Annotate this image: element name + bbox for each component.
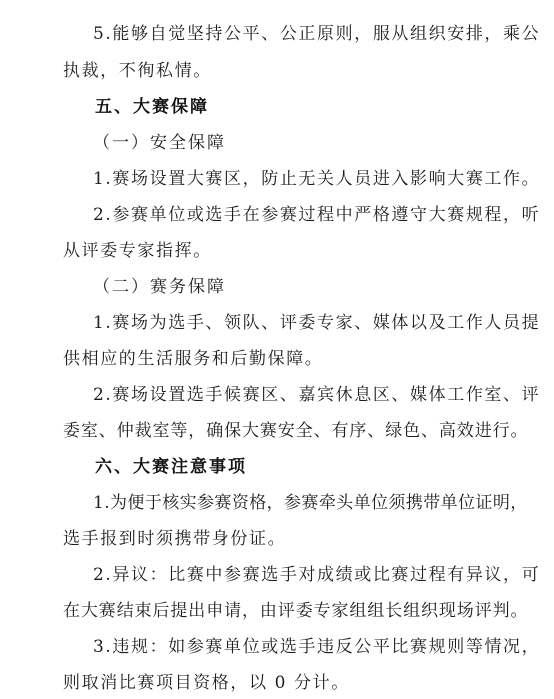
paragraph-line: 1.赛场为选手、领队、评委专家、媒体以及工作人员提 — [93, 313, 541, 333]
subsection-heading-service: （二）赛务保障 — [93, 277, 226, 297]
paragraph-line: 从评委专家指挥。 — [63, 241, 212, 261]
section-heading-six: 六、大赛注意事项 — [95, 457, 247, 477]
paragraph-line: 在大赛结束后提出申请，由评委专家组组长组织现场评判。 — [63, 601, 529, 621]
paragraph-line: 2.参赛单位或选手在参赛过程中严格遵守大赛规程，听 — [93, 205, 541, 225]
paragraph-line: 供相应的生活服务和后勤保障。 — [63, 349, 324, 369]
paragraph-line: 1.为便于核实参赛资格，参赛牵头单位须携带单位证明， — [93, 493, 528, 513]
paragraph-line: 3.违规：如参赛单位或选手违反公平比赛规则等情况， — [93, 637, 541, 657]
paragraph-line: 5.能够自觉坚持公平、公正原则，服从组织安排，乘公 — [93, 24, 541, 44]
subsection-heading-safety: （一）安全保障 — [93, 133, 226, 153]
paragraph-line: 2.赛场设置选手候赛区、嘉宾休息区、媒体工作室、评 — [93, 385, 541, 405]
paragraph-line: 2.异议：比赛中参赛选手对成绩或比赛过程有异议，可 — [93, 565, 541, 585]
paragraph-line: 1.赛场设置大赛区，防止无关人员进入影响大赛工作。 — [93, 169, 541, 189]
paragraph-line: 则取消比赛项目资格，以 0 分计。 — [63, 673, 350, 693]
section-heading-five: 五、大赛保障 — [95, 97, 209, 117]
paragraph-line: 选手报到时须携带身份证。 — [63, 529, 287, 549]
paragraph-line: 委室、仲裁室等，确保大赛安全、有序、绿色、高效进行。 — [63, 421, 529, 441]
paragraph-line: 执裁，不徇私情。 — [63, 61, 212, 81]
